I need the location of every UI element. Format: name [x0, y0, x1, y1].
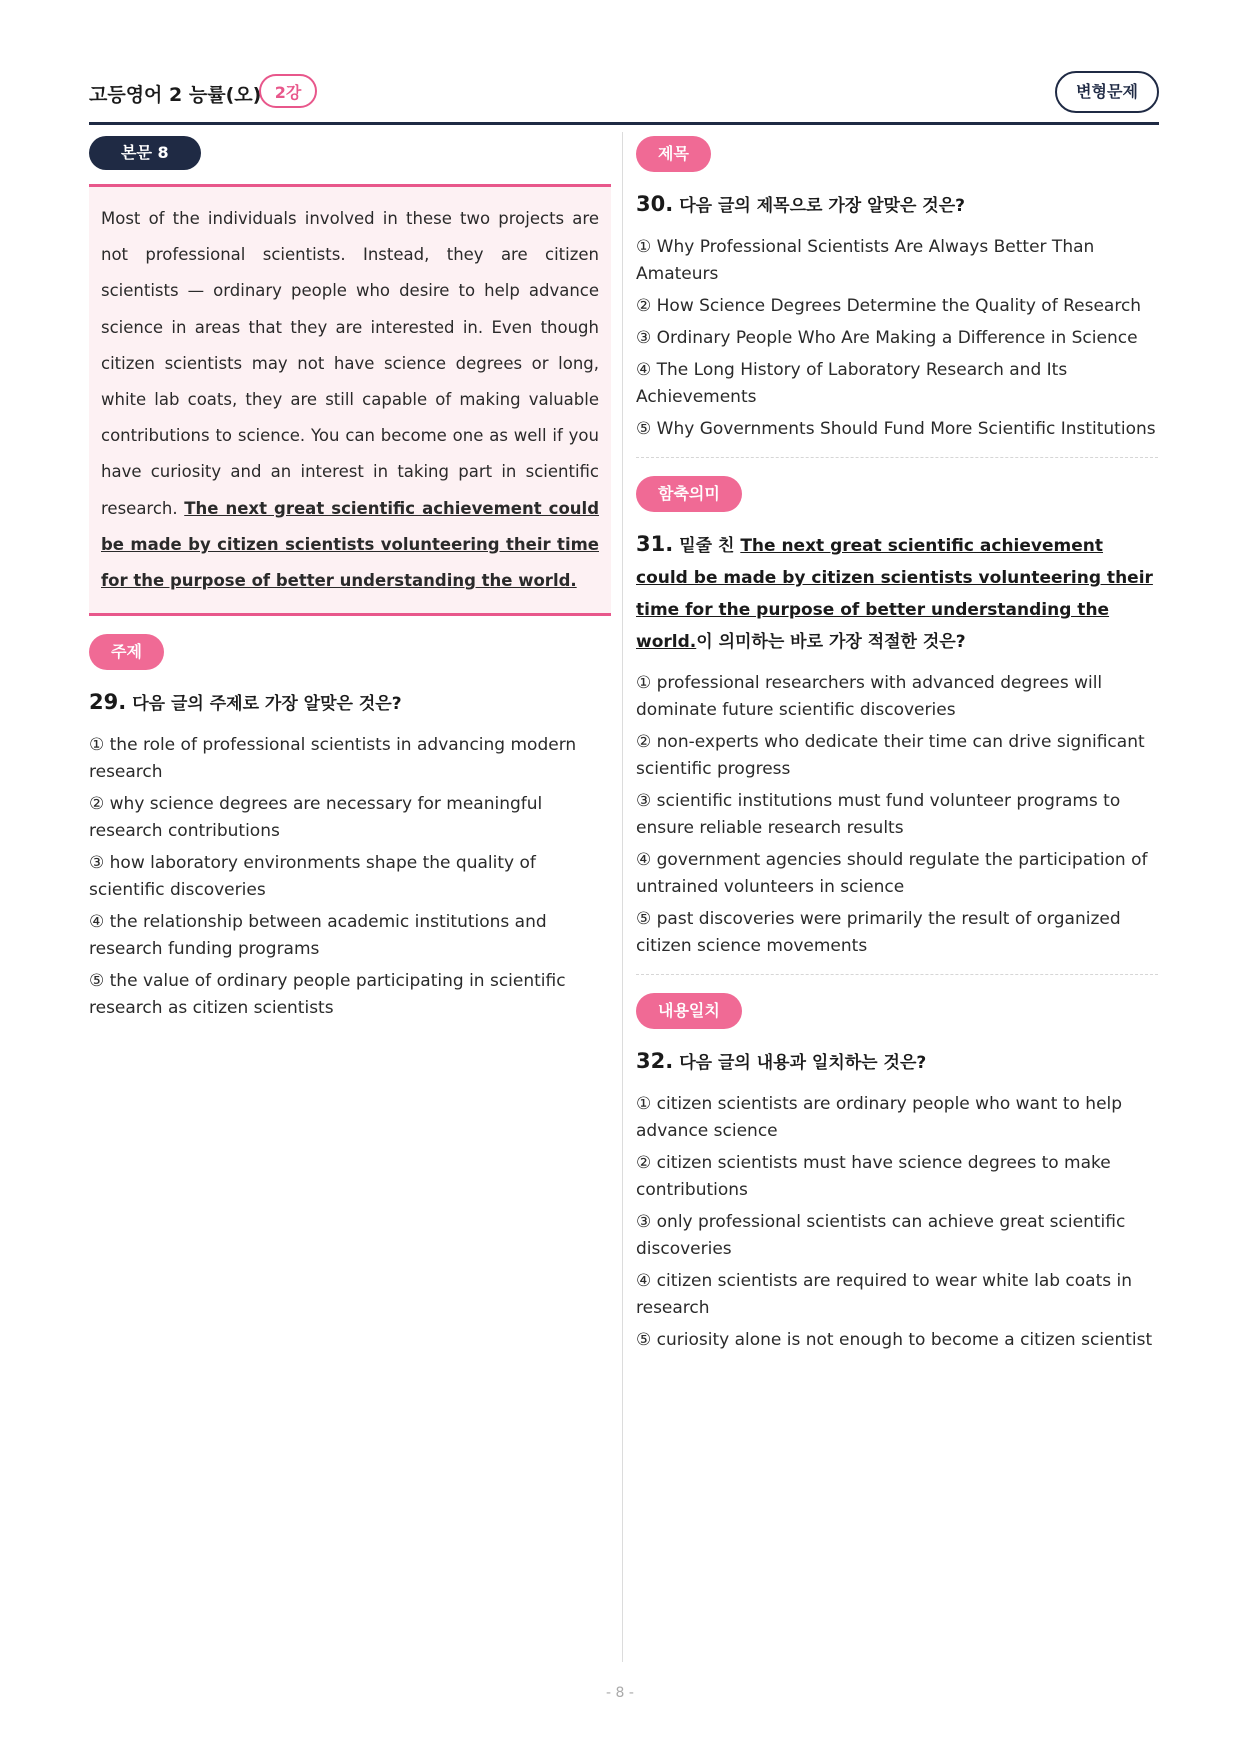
q31-question [636, 528, 1158, 658]
q32-option-1[interactable]: ① citizen scientists are ordinary people who want to help advance science [636, 1094, 1123, 1141]
q32-option-3[interactable]: ③ only professional scientists can achieve great scientific discoveries [636, 1212, 1126, 1259]
q32-text: 다음 글의 내용과 일치하는 것은? [679, 1053, 927, 1073]
q29-tag: 주제 [89, 634, 164, 670]
passage-underlined-sentence: The next great scientific achievement could be made by citizen scientists volunteering their time for the purpose of better understanding the world. [101, 498, 600, 591]
q29-option-4[interactable]: ④ the relationship between academic institutions and research funding programs [89, 912, 547, 960]
q31-option-1[interactable]: ① professional researchers with advanced degrees will dominate future scientific discoveries [636, 673, 1103, 720]
q32-options [636, 1091, 1158, 1354]
q31-option-3[interactable]: ③ scientific institutions must fund volunteer programs to ensure reliable research results [636, 791, 1121, 838]
q32-option-5[interactable]: ⑤ curiosity alone is not enough to become a citizen scientist [636, 1330, 1153, 1350]
left-column [89, 136, 611, 1027]
q30-text: 다음 글의 제목으로 가장 알맞은 것은? [679, 196, 965, 216]
q32-tag: 내용일치 [636, 993, 742, 1029]
q30-number: 30. [636, 192, 674, 216]
q31-text-pre: 밑줄 친 [679, 536, 741, 556]
q31-options [636, 670, 1158, 960]
section-separator [636, 974, 1158, 975]
q32-option-2[interactable]: ② citizen scientists must have science degrees to make contributions [636, 1153, 1111, 1200]
q31-option-4[interactable]: ④ government agencies should regulate the participation of untrained volunteers in science [636, 850, 1148, 897]
q31-underlined-sentence: The next great scientific achievement could be made by citizen scientists volunteering their time for the purpose of better understanding the world. [636, 536, 1153, 652]
q30-options [636, 234, 1158, 443]
q31-option-2[interactable]: ② non-experts who dedicate their time can drive significant scientific progress [636, 732, 1145, 779]
passage-label: 본문 8 [89, 136, 201, 170]
q29-option-2[interactable]: ② why science degrees are necessary for meaningful research contributions [89, 794, 543, 842]
passage-body: Most of the individuals involved in these two projects are not professional scientists. Instead, they are citizen scientists — ordinary people who desire to help advance science in areas that they are interested in. Even though citizen scientists may not have science degrees or long, white lab coats, they are still capable of making valuable contributions to science. You can become one as well if you have curiosity and an interest in taking part in scientific research. [101, 209, 599, 518]
q29-options [89, 732, 611, 1022]
q29-question [89, 686, 611, 720]
page-number: - 8 - [606, 1685, 634, 1701]
q30-option-4[interactable]: ④ The Long History of Laboratory Research and Its Achievements [636, 360, 1068, 407]
q30-question [636, 188, 1158, 222]
q29-number: 29. [89, 690, 127, 715]
q32-number: 32. [636, 1049, 674, 1073]
q29-option-5[interactable]: ⑤ the value of ordinary people participating in scientific research as citizen scientists [89, 971, 566, 1019]
q31-text-post: 이 의미하는 바로 가장 적절한 것은? [696, 632, 966, 652]
q30-option-3[interactable]: ③ Ordinary People Who Are Making a Difference in Science [636, 328, 1138, 348]
section-separator [636, 457, 1158, 458]
q31-tag: 함축의미 [636, 476, 742, 512]
q29-option-1[interactable]: ① the role of professional scientists in advancing modern research [89, 735, 577, 783]
right-column [636, 136, 1158, 1359]
q32-question [636, 1045, 1158, 1079]
q30-tag: 제목 [636, 136, 711, 172]
column-divider [622, 132, 623, 1662]
q32-option-4[interactable]: ④ citizen scientists are required to wear white lab coats in research [636, 1271, 1133, 1318]
q29-option-3[interactable]: ③ how laboratory environments shape the quality of scientific discoveries [89, 853, 536, 901]
q31-option-5[interactable]: ⑤ past discoveries were primarily the result of organized citizen science movements [636, 909, 1121, 956]
q30-option-1[interactable]: ① Why Professional Scientists Are Always Better Than Amateurs [636, 237, 1095, 284]
document-title: 고등영어 2 능률(오) [89, 84, 262, 106]
passage-text [101, 201, 599, 599]
passage-box [89, 184, 611, 616]
lesson-badge: 2강 [259, 74, 317, 108]
page-header [89, 70, 1159, 125]
q30-option-2[interactable]: ② How Science Degrees Determine the Quality of Research [636, 296, 1142, 316]
doc-type-badge: 변형문제 [1055, 71, 1159, 113]
q31-number: 31. [636, 532, 674, 556]
q29-text: 다음 글의 주제로 가장 알맞은 것은? [132, 694, 402, 715]
q30-option-5[interactable]: ⑤ Why Governments Should Fund More Scientific Institutions [636, 419, 1156, 439]
